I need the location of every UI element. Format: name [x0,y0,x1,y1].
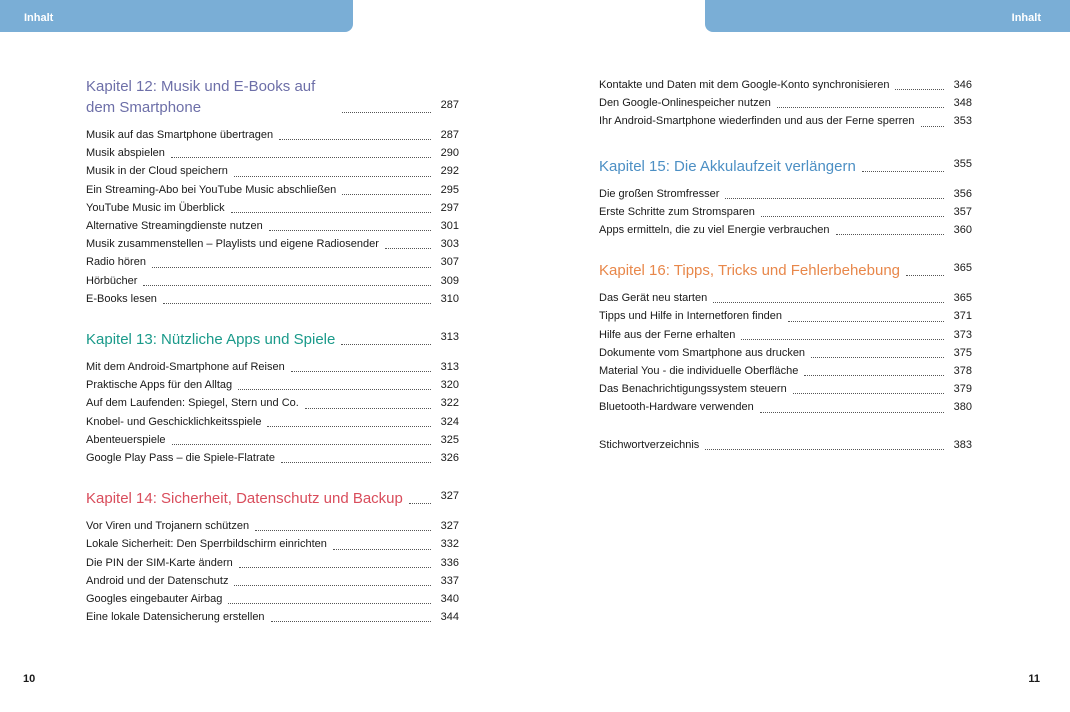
entry-page: 357 [953,205,972,218]
toc-entry[interactable] [599,185,972,203]
toc-entry[interactable] [86,394,459,412]
toc-entry[interactable] [86,181,459,199]
toc-entry[interactable] [86,590,459,608]
toc-entry[interactable] [599,203,972,221]
dot-leader [291,371,431,372]
entry-text: Hilfe aus der Ferne erhalten [599,328,736,341]
toc-entry[interactable] [86,517,459,535]
entry-text: Erste Schritte zum Stromsparen [599,205,755,218]
entry-page: 360 [953,224,972,237]
entry-text: Das Benachrichtigungssystem steuern [599,383,787,396]
entry-text: Die großen Stromfresser [599,187,720,200]
chapter-title-13[interactable] [86,327,459,350]
entry-page: 348 [953,97,972,110]
entry-page: 353 [953,115,972,128]
toc-entry[interactable] [599,76,972,94]
dot-leader [409,503,431,504]
toc-entry[interactable] [86,413,459,431]
entry-page: 297 [440,201,459,214]
entry-text: Stichwortverzeichnis [599,438,700,451]
entry-text: Alternative Streamingdienste nutzen [86,220,263,233]
toc-entry[interactable] [599,398,972,416]
entry-text: Ein Streaming-Abo bei YouTube Music abschließen [86,183,337,196]
entry-page: 380 [953,401,972,414]
entry-page: 375 [953,346,972,359]
dot-leader [741,339,944,340]
entry-page: 371 [953,310,972,323]
toc-entry[interactable] [86,449,459,467]
entry-page: 356 [953,187,972,200]
entry-page: 313 [440,361,459,374]
dot-leader [239,567,431,568]
entry-page: 287 [440,129,459,141]
chapter-16 [599,258,972,416]
chapter-page: 365 [953,262,972,275]
dot-leader [760,412,944,413]
entry-text: Dokumente vom Smartphone aus drucken [599,346,806,359]
chapter-title-text: Kapitel 14: Sicherheit, Datenschutz und Backup [86,490,403,508]
dot-leader [836,234,944,235]
toc-entry[interactable] [86,608,459,626]
toc-entry[interactable] [599,307,972,325]
entry-page: 322 [440,397,459,410]
entry-page: 346 [953,79,972,91]
header-tab-right: Inhalt [705,0,1070,32]
entry-page: 378 [953,365,972,378]
toc-entry[interactable] [86,217,459,235]
entry-page: 303 [440,238,459,251]
entry-text: Praktische Apps für den Alltag [86,379,233,392]
chapter-title-text: Kapitel 12: Musik und E-Books auf dem Smartphone [86,78,316,116]
entry-text: Apps ermitteln, die zu viel Energie verbrauchen [599,224,830,237]
entry-text: Kontakte und Daten mit dem Google-Konto synchronisieren [599,79,890,91]
page-number-left: 10 [23,673,36,685]
entry-page: 383 [953,438,972,451]
chapter-15 [599,154,972,240]
dot-leader [804,375,944,376]
entry-page: 324 [440,415,459,428]
chapter-title-12[interactable] [86,76,459,118]
toc-left [86,76,459,645]
entry-text: Google Play Pass – die Spiele-Flatrate [86,452,275,465]
dot-leader [234,176,431,177]
dot-leader [271,621,431,622]
toc-entry[interactable] [599,94,972,112]
dot-leader [725,198,944,199]
entry-page: 344 [440,611,459,624]
dot-leader [305,408,431,409]
entry-page: 327 [440,520,459,533]
toc-entry[interactable] [86,253,459,271]
toc-entry[interactable] [599,326,972,344]
continued-entries [599,76,972,131]
toc-entry[interactable] [599,380,972,398]
entry-text: YouTube Music im Überblick [86,201,225,214]
entry-page: 325 [440,433,459,446]
toc-entry[interactable] [86,162,459,180]
entry-text: Radio hören [86,256,146,269]
entry-page: 379 [953,383,972,396]
dot-leader [921,126,944,127]
dot-leader [895,89,944,90]
toc-entry[interactable] [599,221,972,239]
dot-leader [713,302,944,303]
chapter-page: 327 [440,490,459,503]
entry-page: 326 [440,452,459,465]
chapter-title-16[interactable] [599,258,972,281]
toc-entry[interactable] [86,554,459,572]
dot-leader [761,216,944,217]
toc-entry[interactable] [86,376,459,394]
dot-leader [811,357,944,358]
dot-leader [231,212,431,213]
right-page [535,0,1070,712]
dot-leader [788,321,944,322]
entry-text: Mit dem Android-Smartphone auf Reisen [86,361,285,374]
chapter-title-text: Kapitel 15: Die Akkulaufzeit verlängern [599,157,856,175]
toc-entry[interactable] [86,272,459,290]
entry-page: 337 [440,574,459,587]
dot-leader [267,426,431,427]
entry-text: Die PIN der SIM-Karte ändern [86,556,233,569]
entry-page: 373 [953,328,972,341]
entry-page: 295 [440,183,459,196]
toc-entry[interactable] [86,572,459,590]
toc-entry[interactable] [86,431,459,449]
entry-text: E-Books lesen [86,292,157,305]
dot-leader [862,171,944,172]
entry-text: Musik zusammenstellen – Playlists und eigene Radiosender [86,238,379,251]
entry-page: 340 [440,593,459,606]
toc-entry[interactable] [599,289,972,307]
entry-page: 365 [953,292,972,305]
entry-page: 336 [440,556,459,569]
entry-text: Musik in der Cloud speichern [86,165,228,178]
entry-text: Den Google-Onlinespeicher nutzen [599,97,771,110]
toc-entry[interactable] [86,126,459,144]
entry-text: Googles eingebauter Airbag [86,593,223,606]
entry-text: Musik auf das Smartphone übertragen [86,129,274,141]
chapter-title-15[interactable] [599,154,972,177]
dot-leader [385,248,431,249]
dot-leader [234,585,431,586]
entry-text: Lokale Sicherheit: Den Sperrbildschirm einrichten [86,538,327,551]
entry-text: Vor Viren und Trojanern schützen [86,520,250,533]
toc-entry[interactable] [599,112,972,130]
toc-entry[interactable] [86,199,459,217]
dot-leader [143,285,431,286]
chapter-title-text: Kapitel 16: Tipps, Tricks und Fehlerbehebung [599,262,901,280]
entry-text: Ihr Android-Smartphone wiederfinden und aus der Ferne sperren [599,115,915,128]
entry-page: 290 [440,147,459,160]
chapter-page: 313 [440,331,459,344]
entry-page: 320 [440,379,459,392]
dot-leader [269,230,431,231]
header-tab-left: Inhalt [0,0,353,32]
dot-leader [777,107,944,108]
dot-leader [342,194,431,195]
toc-entry[interactable] [86,535,459,553]
entry-text: Eine lokale Datensicherung erstellen [86,611,265,624]
chapter-page: 287 [440,99,459,111]
chapter-title-text: Kapitel 13: Nützliche Apps und Spiele [86,331,336,349]
entry-page: 309 [440,274,459,287]
toc-right [599,76,972,454]
entry-text: Material You - die individuelle Oberfläche [599,365,799,378]
toc-entry[interactable] [599,344,972,362]
dot-leader [255,530,431,531]
entry-text: Tipps und Hilfe in Internetforen finden [599,310,783,323]
dot-leader [228,603,431,604]
toc-entry[interactable] [86,358,459,376]
index-entry[interactable] [599,436,972,454]
entry-text: Abenteuerspiele [86,433,166,446]
dot-leader [238,389,431,390]
dot-leader [341,344,431,345]
dot-leader [906,275,944,276]
toc-entry[interactable] [86,235,459,253]
dot-leader [171,157,431,158]
dot-leader [793,393,944,394]
dot-leader [172,444,431,445]
entry-text: Bluetooth-Hardware verwenden [599,401,754,414]
dot-leader [333,549,431,550]
entry-page: 292 [440,165,459,178]
dot-leader [342,112,431,113]
dot-leader [279,139,431,140]
page-number-right: 11 [1028,673,1040,685]
entry-text: Android und der Datenschutz [86,574,229,587]
dot-leader [281,462,431,463]
entry-page: 301 [440,220,459,233]
chapter-title-14[interactable] [86,486,459,509]
entry-page: 307 [440,256,459,269]
toc-entry[interactable] [86,144,459,162]
toc-entry[interactable] [599,362,972,380]
entry-text: Hörbücher [86,274,138,287]
entry-text: Auf dem Laufenden: Spiegel, Stern und Co. [86,397,299,410]
entry-text: Knobel- und Geschicklichkeitsspiele [86,415,262,428]
chapter-12 [86,76,459,308]
dot-leader [152,267,431,268]
chapter-13 [86,327,459,467]
entry-text: Musik abspielen [86,147,165,160]
entry-page: 310 [440,292,459,305]
entry-text: Das Gerät neu starten [599,292,708,305]
dot-leader [705,449,944,450]
toc-entry[interactable] [86,290,459,308]
chapter-14 [86,486,459,626]
dot-leader [163,303,431,304]
chapter-page: 355 [953,157,972,170]
entry-page: 332 [440,538,459,551]
